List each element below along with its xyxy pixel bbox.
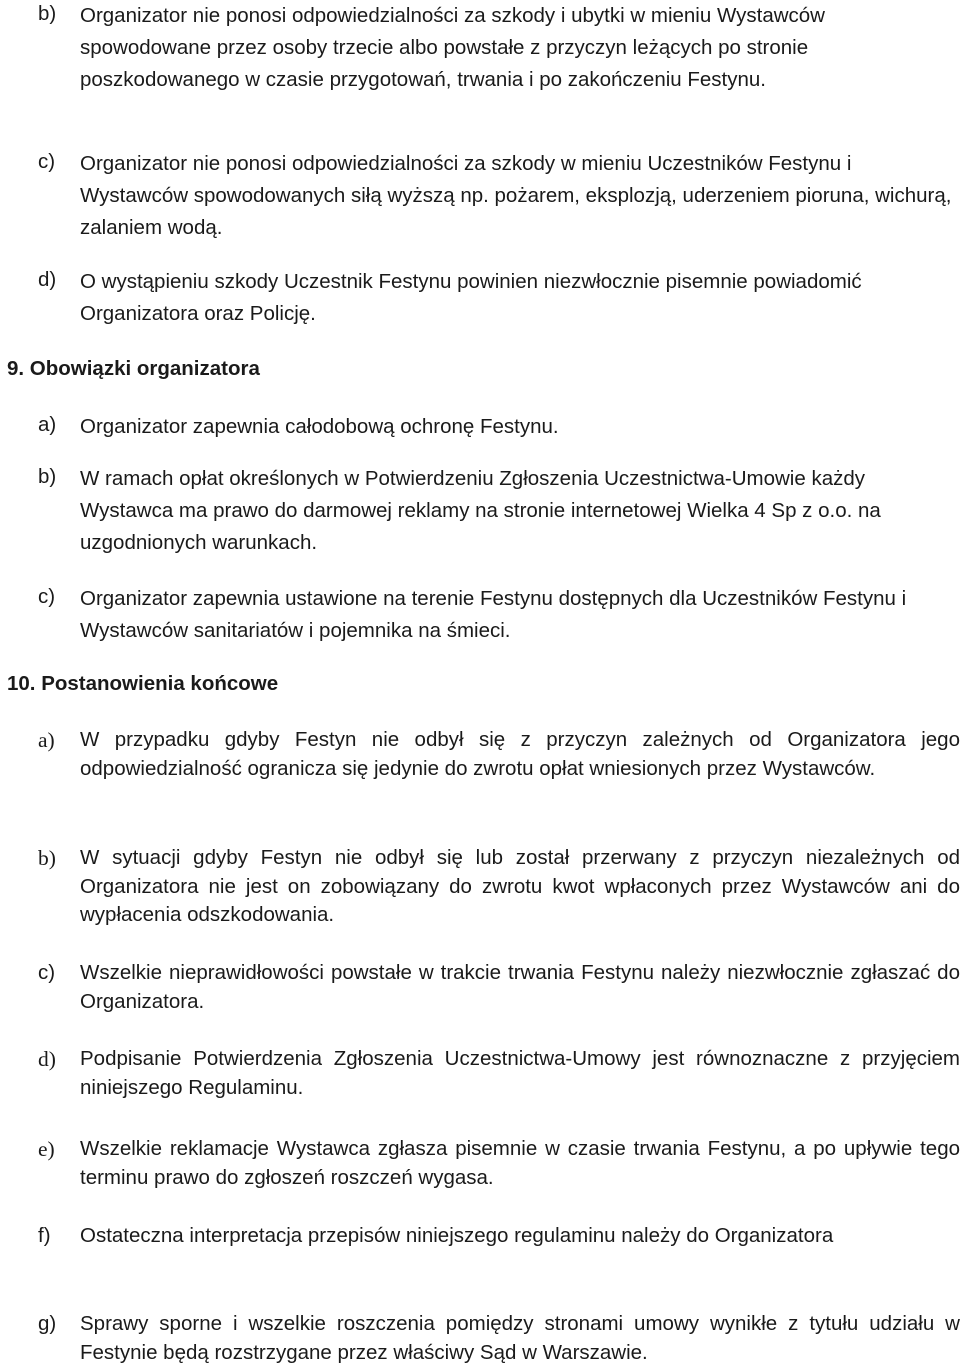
- item-label: a): [38, 728, 55, 752]
- item-label: c): [38, 585, 56, 608]
- item-text: W przypadku gdyby Festyn nie odbył się z przyczyn zależnych od Organizatora jego odpowiedzialność ogranicza się jedynie do zwrotu opłat wniesionych przez Wystawców.: [80, 728, 960, 780]
- item-text: Organizator zapewnia całodobową ochronę Festynu.: [80, 415, 559, 438]
- item-text: Podpisanie Potwierdzenia Zgłoszenia Uczestnictwa-Umowy jest równoznaczne z przyjęciem niniejszego Regulaminu.: [80, 1047, 960, 1099]
- item-label: b): [38, 465, 57, 488]
- item-text: Organizator nie ponosi odpowiedzialności za szkody i ubytki w mieniu Wystawców spowodowane przez osoby trzecie albo powstałe z przyczyn leżących po stronie poszkodowanego w czasie przygotowań, trwania i po zakończeniu Festynu.: [80, 4, 825, 91]
- item-text: Ostateczna interpretacja przepisów niniejszego regulaminu należy do Organizatora: [80, 1224, 834, 1247]
- item-text: Wszelkie reklamacje Wystawca zgłasza pisemnie w czasie trwania Festynu, a po upływie tego terminu prawo do zgłoszeń roszczeń wygasa.: [80, 1137, 960, 1189]
- item-label: d): [38, 1047, 56, 1071]
- item-text: O wystąpieniu szkody Uczestnik Festynu powinien niezwłocznie pisemnie powiadomić Organizatora oraz Policję.: [80, 270, 862, 325]
- section-heading-9: 9. Obowiązki organizatora: [7, 357, 260, 380]
- item-text: Organizator nie ponosi odpowiedzialności za szkody w mieniu Uczestników Festynu i Wystawców spowodowanych siłą wyższą np. pożarem, eksplozją, uderzeniem pioruna, wichurą, zalaniem wodą.: [80, 152, 952, 239]
- item-text: Organizator zapewnia ustawione na terenie Festynu dostępnych dla Uczestników Festynu i Wystawców sanitariatów i pojemnika na śmieci.: [80, 587, 907, 642]
- section-heading-10: 10. Postanowienia końcowe: [7, 672, 279, 695]
- item-label: d): [38, 268, 57, 291]
- item-text: W ramach opłat określonych w Potwierdzeniu Zgłoszenia Uczestnictwa-Umowie każdy Wystawca ma prawo do darmowej reklamy na stronie internetowej Wielka 4 Sp z o.o. na uzgodnionych warunkach.: [80, 467, 881, 554]
- item-label: b): [38, 846, 56, 870]
- item-text: Sprawy sporne i wszelkie roszczenia pomiędzy stronami umowy wynikłe z tytułu udziału w Festynie będą rozstrzygane przez właściwy Sąd w Warszawie.: [80, 1312, 960, 1364]
- item-text: W sytuacji gdyby Festyn nie odbył się lub został przerwany z przyczyn niezależnych od Organizatora nie jest on zobowiązany do zwrotu kwot wpłaconych przez Wystawców ani do wypłacenia odszkodowania.: [80, 846, 960, 926]
- item-text: Wszelkie nieprawidłowości powstałe w trakcie trwania Festynu należy niezwłocznie zgłaszać do Organizatora.: [80, 961, 960, 1013]
- item-label: c): [38, 150, 56, 173]
- item-label: f): [38, 1224, 51, 1247]
- item-label: e): [38, 1137, 55, 1161]
- item-label: g): [38, 1312, 57, 1335]
- item-label: a): [38, 413, 57, 436]
- item-label: c): [38, 961, 56, 984]
- item-label: b): [38, 2, 57, 25]
